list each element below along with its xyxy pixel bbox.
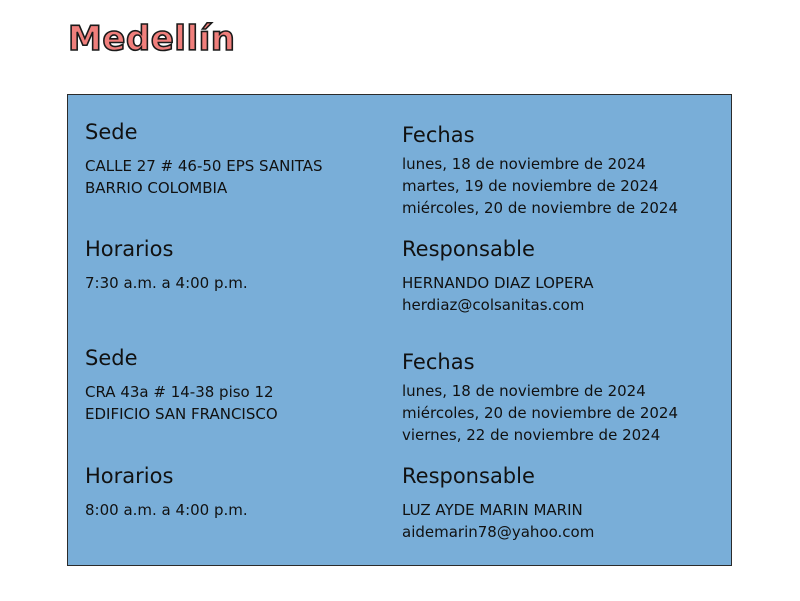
fechas-heading: Fechas [402,350,475,374]
horarios-heading: Horarios [85,237,174,261]
address-line: CRA 43a # 14-38 piso 12 [85,383,274,401]
contact-email: herdiaz@colsanitas.com [402,296,585,314]
sede-section-1 [85,122,323,199]
date-line: martes, 19 de noviembre de 2024 [402,177,659,195]
horarios-heading: Horarios [85,464,174,488]
page-title: Medellín [68,19,236,59]
contact-name: LUZ AYDE MARIN MARIN [402,501,583,519]
address-line: EDIFICIO SAN FRANCISCO [85,405,278,423]
sede-section-2 [85,348,278,425]
date-line: miércoles, 20 de noviembre de 2024 [402,199,679,217]
date-line: viernes, 22 de noviembre de 2024 [402,426,661,444]
contact-email: aidemarin78@yahoo.com [402,523,595,541]
schedule-text: 7:30 a.m. a 4:00 p.m. [85,274,248,292]
date-line: lunes, 18 de noviembre de 2024 [402,155,646,173]
responsable-heading: Responsable [402,464,535,488]
sede-heading: Sede [85,120,138,144]
responsable-section-1 [402,239,594,316]
horarios-section-2 [85,466,248,521]
contact-name: HERNANDO DIAZ LOPERA [402,274,594,292]
responsable-section-2 [402,466,594,543]
address-line: BARRIO COLOMBIA [85,179,228,197]
address-line: CALLE 27 # 46-50 EPS SANITAS [85,157,323,175]
date-line: miércoles, 20 de noviembre de 2024 [402,404,679,422]
fechas-section-2 [402,352,678,446]
sede-heading: Sede [85,346,138,370]
fechas-section-1 [402,125,678,219]
schedule-text: 8:00 a.m. a 4:00 p.m. [85,501,248,519]
fechas-heading: Fechas [402,123,475,147]
info-card [67,94,732,566]
date-line: lunes, 18 de noviembre de 2024 [402,382,646,400]
horarios-section-1 [85,239,248,294]
responsable-heading: Responsable [402,237,535,261]
